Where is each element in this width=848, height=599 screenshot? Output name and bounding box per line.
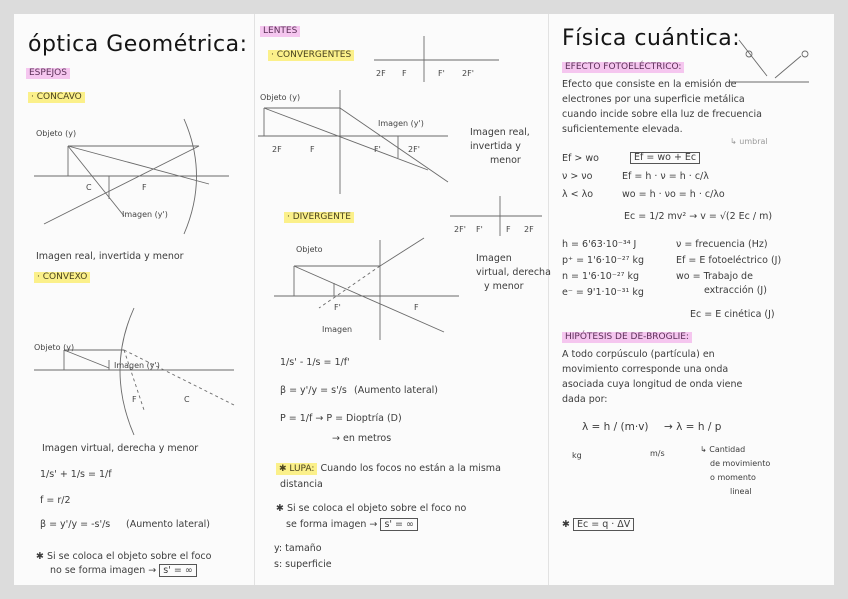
constant-electron: e⁻ = 9'1·10⁻³¹ kg (562, 287, 644, 298)
power-formula: P = 1/f → P = Dioptría (D) (280, 413, 402, 424)
lens-magnification-formula: β = y'/y = s'/s (280, 385, 347, 396)
convex-caption: Imagen virtual, derecha y menor (42, 443, 199, 454)
photoelectric-sketch (729, 34, 819, 89)
svg-text:F: F (402, 69, 407, 78)
de-broglie-heading: HIPÓTESIS DE DE-BROGLIE: (562, 332, 692, 343)
momentum-eq: → λ = h / p (664, 421, 722, 433)
momentum-note-4: lineal (730, 487, 752, 496)
object-label: Objeto (y) (36, 129, 77, 138)
constant-proton: p⁺ = 1'6·10⁻²⁷ kg (562, 255, 645, 266)
svg-text:2F': 2F' (408, 145, 420, 154)
diverging-caption-1: Imagen (476, 253, 512, 264)
def-frequency: ν = frecuencia (Hz) (676, 239, 768, 250)
de-broglie-text-1: A todo corpúsculo (partícula) en (562, 349, 715, 360)
final-energy-note: ✱ Ec = q · ΔV (562, 520, 634, 530)
de-broglie-text-2: movimiento corresponde una onda (562, 364, 729, 375)
mirror-formula: 1/s' + 1/s = 1/f (40, 469, 112, 480)
def-photon-energy: Ef = E fotoeléctrico (J) (676, 255, 782, 266)
image-label: Imagen (y') (122, 210, 168, 219)
work-function-eq: wo = h · νo = h · c/λo (622, 189, 725, 200)
momentum-note-2: de movimiento (710, 459, 771, 468)
converging-heading: · CONVERGENTES (268, 50, 354, 61)
def-y: y: tamaño (274, 543, 322, 554)
svg-text:2F: 2F (524, 225, 534, 234)
magnification-formula: β = y'/y = -s'/s (40, 519, 111, 530)
lens-magnification-label: (Aumento lateral) (354, 385, 439, 396)
def-s: s: superficie (274, 559, 332, 570)
converging-caption-1: Imagen real, (470, 127, 530, 138)
svg-text:F': F' (438, 69, 445, 78)
threshold-note: ↳ umbral (730, 137, 768, 146)
mirrors-heading: ESPEJOS (26, 68, 70, 79)
f-point-label: F (132, 395, 137, 404)
object-label: Objeto (y) (260, 93, 301, 102)
lens-note-cont: se forma imagen → s' = ∞ (286, 520, 418, 530)
constant-h: h = 6'63·10⁻³⁴ J (562, 239, 637, 250)
converging-lens-mini (374, 34, 504, 84)
page-fold (548, 14, 549, 585)
diverging-caption-3: y menor (484, 281, 524, 292)
photoelectric-text-3: cuando incide sobre ella luz de frecuencia (562, 109, 762, 120)
converging-lens-diagram (258, 86, 458, 196)
magnifier-note-cont: distancia (280, 479, 323, 490)
image-label: Imagen (322, 325, 353, 334)
svg-text:F': F' (334, 303, 341, 312)
diverging-lens-diagram (274, 236, 464, 341)
svg-text:F: F (414, 303, 419, 312)
object-label: Objeto (296, 245, 323, 254)
photoelectric-heading: EFECTO FOTOELÉCTRICO: (562, 62, 684, 73)
convex-mirror-diagram (34, 300, 249, 440)
notes-page (14, 14, 834, 585)
momentum-note-1: ↳ Cantidad (700, 445, 746, 454)
unit-ms: m/s (650, 449, 665, 458)
lenses-heading: LENTES (260, 26, 300, 37)
c-point-label: C (86, 183, 92, 192)
constant-neutron: n = 1'6·10⁻²⁷ kg (562, 271, 640, 282)
magnifier-note: ✱ LUPA: Cuando los focos no están a la misma (276, 464, 501, 474)
unit-kg: kg (572, 451, 582, 460)
concave-mirror-diagram (34, 114, 244, 244)
de-broglie-text-3: asociada cuya longitud de onda viene (562, 379, 743, 390)
svg-text:2F': 2F' (454, 225, 466, 234)
diverging-caption-2: virtual, derecha (476, 267, 551, 278)
condition-wavelength: λ < λo (562, 189, 594, 200)
object-label: Objeto (y) (34, 343, 75, 352)
converging-caption-2: invertida y (470, 141, 521, 152)
svg-text:F': F' (374, 145, 381, 154)
svg-text:F': F' (476, 225, 483, 234)
lens-note: ✱ Si se coloca el objeto sobre el foco no (276, 503, 467, 514)
concave-heading: · CONCAVO (28, 92, 85, 103)
concave-caption: Imagen real, invertida y menor (36, 251, 184, 262)
diverging-heading: · DIVERGENTE (284, 212, 354, 223)
de-broglie-eq: λ = h / (m·v) (582, 421, 649, 433)
momentum-note-3: o momento (710, 473, 756, 482)
svg-text:2F': 2F' (462, 69, 474, 78)
optics-title: óptica Geométrica: (28, 32, 248, 57)
def-kinetic: Ec = E cinética (J) (690, 309, 775, 320)
condition-energy: Ef > wo (562, 153, 599, 164)
magnification-label: (Aumento lateral) (126, 519, 211, 530)
image-label: Imagen (y') (114, 361, 160, 370)
condition-frequency: ν > νo (562, 171, 593, 182)
svg-text:F: F (506, 225, 511, 234)
def-work-cont: extracción (J) (704, 285, 767, 296)
photoelectric-text-2: electrones por una superficie metálica (562, 94, 745, 105)
svg-text:2F: 2F (272, 145, 282, 154)
diverging-lens-mini (450, 194, 545, 239)
focal-formula: f = r/2 (40, 495, 71, 506)
quantum-title: Física cuántica: (562, 26, 741, 51)
converging-caption-3: menor (490, 155, 521, 166)
de-broglie-text-4: dada por: (562, 394, 608, 405)
image-label: Imagen (y') (378, 119, 424, 128)
photon-energy-eq: Ef = h · ν = h · c/λ (622, 171, 709, 182)
svg-text:F: F (310, 145, 315, 154)
f-point-label: F (142, 183, 147, 192)
photoelectric-text-1: Efecto que consiste en la emisión de (562, 79, 737, 90)
in-meters-note: → en metros (332, 433, 392, 444)
kinetic-energy-eq: Ec = 1/2 mv² → v = √(2 Ec / m) (624, 211, 773, 222)
mirror-note-cont: no se forma imagen → s' = ∞ (50, 566, 197, 576)
convex-heading: · CONVEXO (34, 272, 90, 283)
lens-formula: 1/s' - 1/s = 1/f' (280, 357, 350, 368)
photoelectric-text-4: suficientemente elevada. (562, 124, 683, 135)
c-point-label: C (184, 395, 190, 404)
energy-balance-box: Ef = wo + Ec (630, 152, 700, 164)
def-work: wo = Trabajo de (676, 271, 753, 282)
svg-text:2F: 2F (376, 69, 386, 78)
mirror-note: ✱ Si se coloca el objeto sobre el foco (36, 551, 212, 562)
page-fold (254, 14, 255, 585)
